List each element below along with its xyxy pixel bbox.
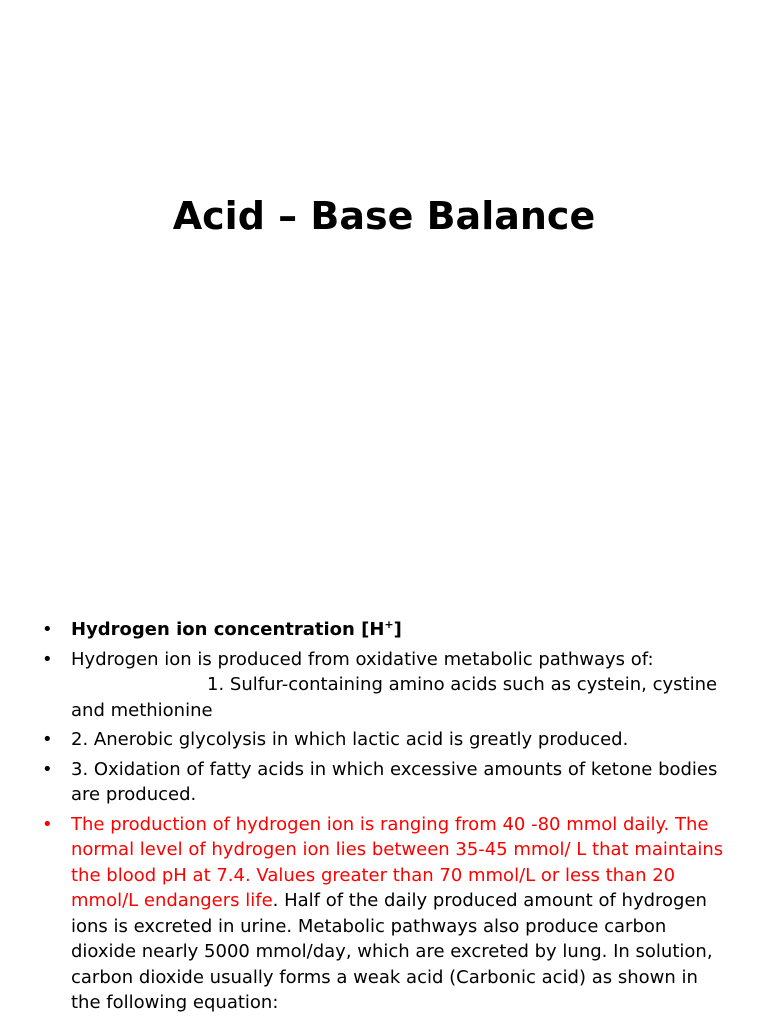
bullet-item-hydrogen-ion-concentration — [0, 617, 768, 643]
bullet-item-hydrogen-ion-production — [0, 647, 768, 724]
bullet-dot: • — [42, 729, 53, 750]
bullet-text-line1: Hydrogen ion is produced from oxidative metabolic pathways of: — [71, 648, 654, 670]
bullet-item-production-levels — [0, 812, 768, 1016]
slide-title: Acid – Base Balance — [172, 194, 596, 238]
bullet-text-end: ] — [393, 619, 402, 640]
bullet-dot: • — [42, 648, 53, 670]
bullet-text: 2. Anerobic glycolysis in which lactic acid is greatly produced. — [71, 729, 629, 750]
superscript-plus: + — [384, 618, 394, 631]
bullet-dot: • — [42, 619, 53, 640]
bullet-text-line2: 1. Sulfur-containing amino acids such as cystein, cystine — [207, 674, 718, 695]
bullet-text-line3: and methionine — [71, 699, 213, 721]
bullet-list — [0, 617, 768, 1020]
highlighted-text: The production of hydrogen ion is ranging from 40 -80 mmol daily. The normal level of hydrogen ion lies between 35-45 mmol/ L that maintains the blood pH at 7.4. Values greater than 70 mmol/L or less than 20 mmol/L endangers life — [71, 813, 724, 911]
bullet-dot: • — [42, 758, 53, 780]
bullet-text: . Half of the daily produced amount of hydrogen ions is excreted in urine. Metabolic pathways also produce carbon dioxide nearly 5000 mmol/day, which are excreted by lung. In solution, carbon dioxide usually forms a weak acid (Carbonic acid) as shown in the following equation: — [71, 890, 713, 1013]
bullet-item-fatty-acid-oxidation — [0, 757, 768, 808]
bullet-text — [71, 619, 402, 640]
bullet-text: 3. Oxidation of fatty acids in which excessive amounts of ketone bodies are produced. — [71, 758, 718, 805]
bullet-item-anerobic-glycolysis — [0, 727, 768, 753]
bullet-dot: • — [42, 813, 53, 835]
bullet-text-main: Hydrogen ion concentration [H — [71, 619, 385, 640]
